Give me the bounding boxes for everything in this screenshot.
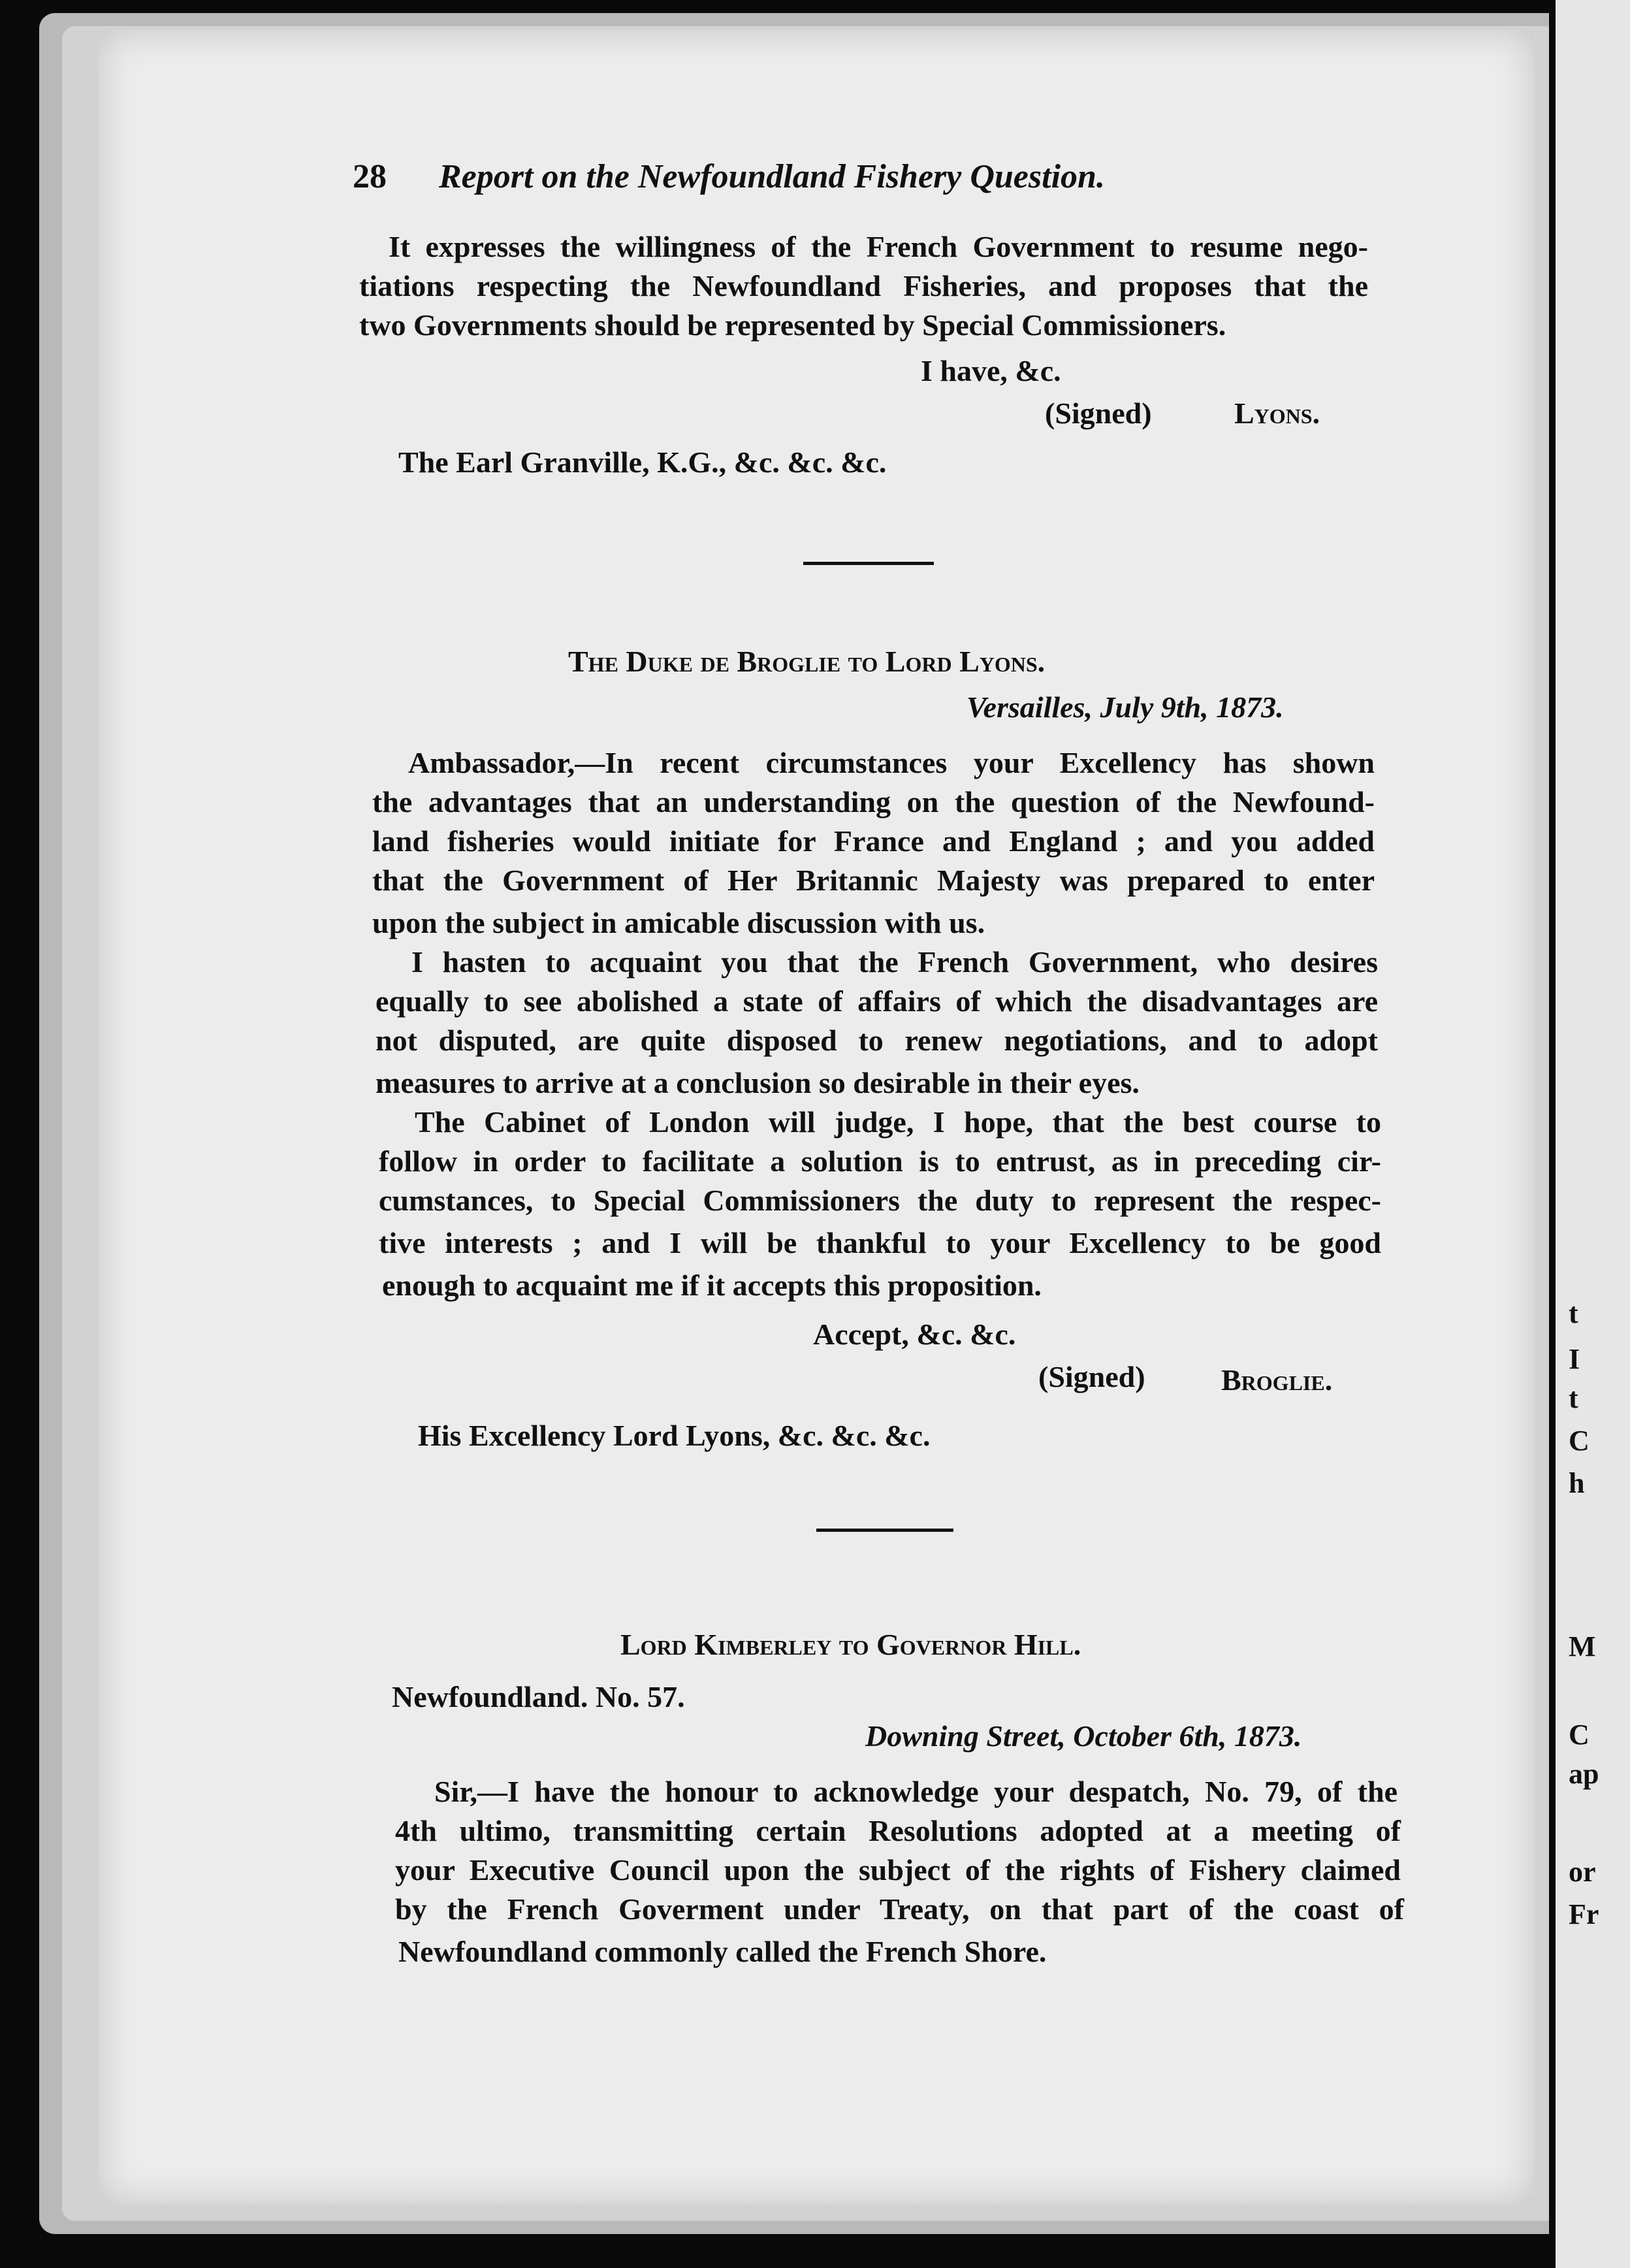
letter1-line: not disputed, are quite disposed to renew negotiations, and to adopt bbox=[376, 1024, 1378, 1057]
facing-page-fragment: C bbox=[1569, 1719, 1590, 1751]
letter1-line: tive interests ; and I will be thankful to your Excellency to be good bbox=[379, 1226, 1381, 1259]
letter1-line: I hasten to acquaint you that the French Government, who desires bbox=[411, 945, 1378, 979]
facing-page-fragment: t bbox=[1569, 1382, 1578, 1414]
letter1-addressee: His Excellency Lord Lyons, &c. &c. &c. bbox=[418, 1419, 931, 1452]
intro-closing: I have, &c. bbox=[921, 354, 1061, 387]
intro-signer: Lyons. bbox=[1234, 397, 1320, 430]
letter1-line: equally to see abolished a state of affairs of which the disadvantages are bbox=[376, 984, 1378, 1018]
letter2-line: Sir,—I have the honour to acknowledge your despatch, No. 79, of the bbox=[434, 1775, 1398, 1808]
running-head-title: Report on the Newfoundland Fishery Question. bbox=[439, 158, 1105, 195]
letter1-line: follow in order to facilitate a solution is to entrust, as in preceding cir- bbox=[379, 1144, 1381, 1178]
letter1-closing: Accept, &c. &c. bbox=[813, 1318, 1016, 1351]
letter1-dateline: Versailles, July 9th, 1873. bbox=[967, 690, 1284, 724]
letter2-reference: Newfoundland. No. 57. bbox=[392, 1680, 685, 1713]
letter1-line: Ambassador,—In recent circumstances your Excellency has shown bbox=[408, 746, 1375, 779]
letter1-line: The Cabinet of London will judge, I hope, that the best course to bbox=[415, 1105, 1381, 1139]
letter1-line: cumstances, to Special Commissioners the duty to represent the respec- bbox=[379, 1184, 1381, 1217]
letter1-line: that the Government of Her Britannic Majesty was prepared to enter bbox=[372, 864, 1375, 897]
intro-signed: (Signed) bbox=[1045, 397, 1152, 430]
section-divider bbox=[803, 562, 934, 565]
intro-line: It expresses the willingness of the French Government to resume nego- bbox=[389, 230, 1368, 263]
letter2-line: Newfoundland commonly called the French Shore. bbox=[398, 1935, 1047, 1968]
letter2-line: by the French Goverment under Treaty, on that part of the coast of bbox=[395, 1892, 1404, 1926]
facing-page-fragment: I bbox=[1569, 1343, 1580, 1375]
intro-line: tiations respecting the Newfoundland Fisheries, and proposes that the bbox=[359, 269, 1368, 302]
letter1-heading: The Duke de Broglie to Lord Lyons. bbox=[568, 645, 1046, 678]
facing-page-fragment: ap bbox=[1569, 1758, 1599, 1790]
running-head bbox=[353, 160, 1105, 194]
letter1-line: enough to acquaint me if it accepts this proposition. bbox=[382, 1269, 1042, 1302]
letter2-heading: Lord Kimberley to Governor Hill. bbox=[620, 1628, 1081, 1661]
facing-page-fragment: h bbox=[1569, 1467, 1585, 1499]
page-number: 28 bbox=[353, 158, 387, 195]
letter1-line: upon the subject in amicable discussion with us. bbox=[372, 906, 985, 939]
intro-line: two Governments should be represented by Special Commissioners. bbox=[359, 308, 1226, 342]
letter2-line: your Executive Council upon the subject of the rights of Fishery claimed bbox=[395, 1853, 1401, 1887]
facing-page-fragment: M bbox=[1569, 1630, 1596, 1662]
facing-page-fragment: C bbox=[1569, 1425, 1590, 1457]
letter1-signer: Broglie. bbox=[1221, 1363, 1333, 1397]
intro-addressee: The Earl Granville, K.G., &c. &c. &c. bbox=[398, 446, 887, 479]
facing-page-fragment: t bbox=[1569, 1297, 1578, 1329]
letter1-line: land fisheries would initiate for France and England ; and you added bbox=[372, 824, 1375, 858]
section-divider bbox=[816, 1529, 953, 1532]
letter2-dateline: Downing Street, October 6th, 1873. bbox=[865, 1719, 1302, 1753]
facing-page-fragment: Fr bbox=[1569, 1898, 1599, 1930]
letter2-line: 4th ultimo, transmitting certain Resolutions adopted at a meeting of bbox=[395, 1814, 1401, 1847]
letter1-signed: (Signed) bbox=[1038, 1360, 1145, 1393]
letter1-line: the advantages that an understanding on the question of the Newfound- bbox=[372, 785, 1375, 818]
facing-page-fragment: or bbox=[1569, 1856, 1596, 1888]
letter1-line: measures to arrive at a conclusion so desirable in their eyes. bbox=[376, 1066, 1140, 1099]
